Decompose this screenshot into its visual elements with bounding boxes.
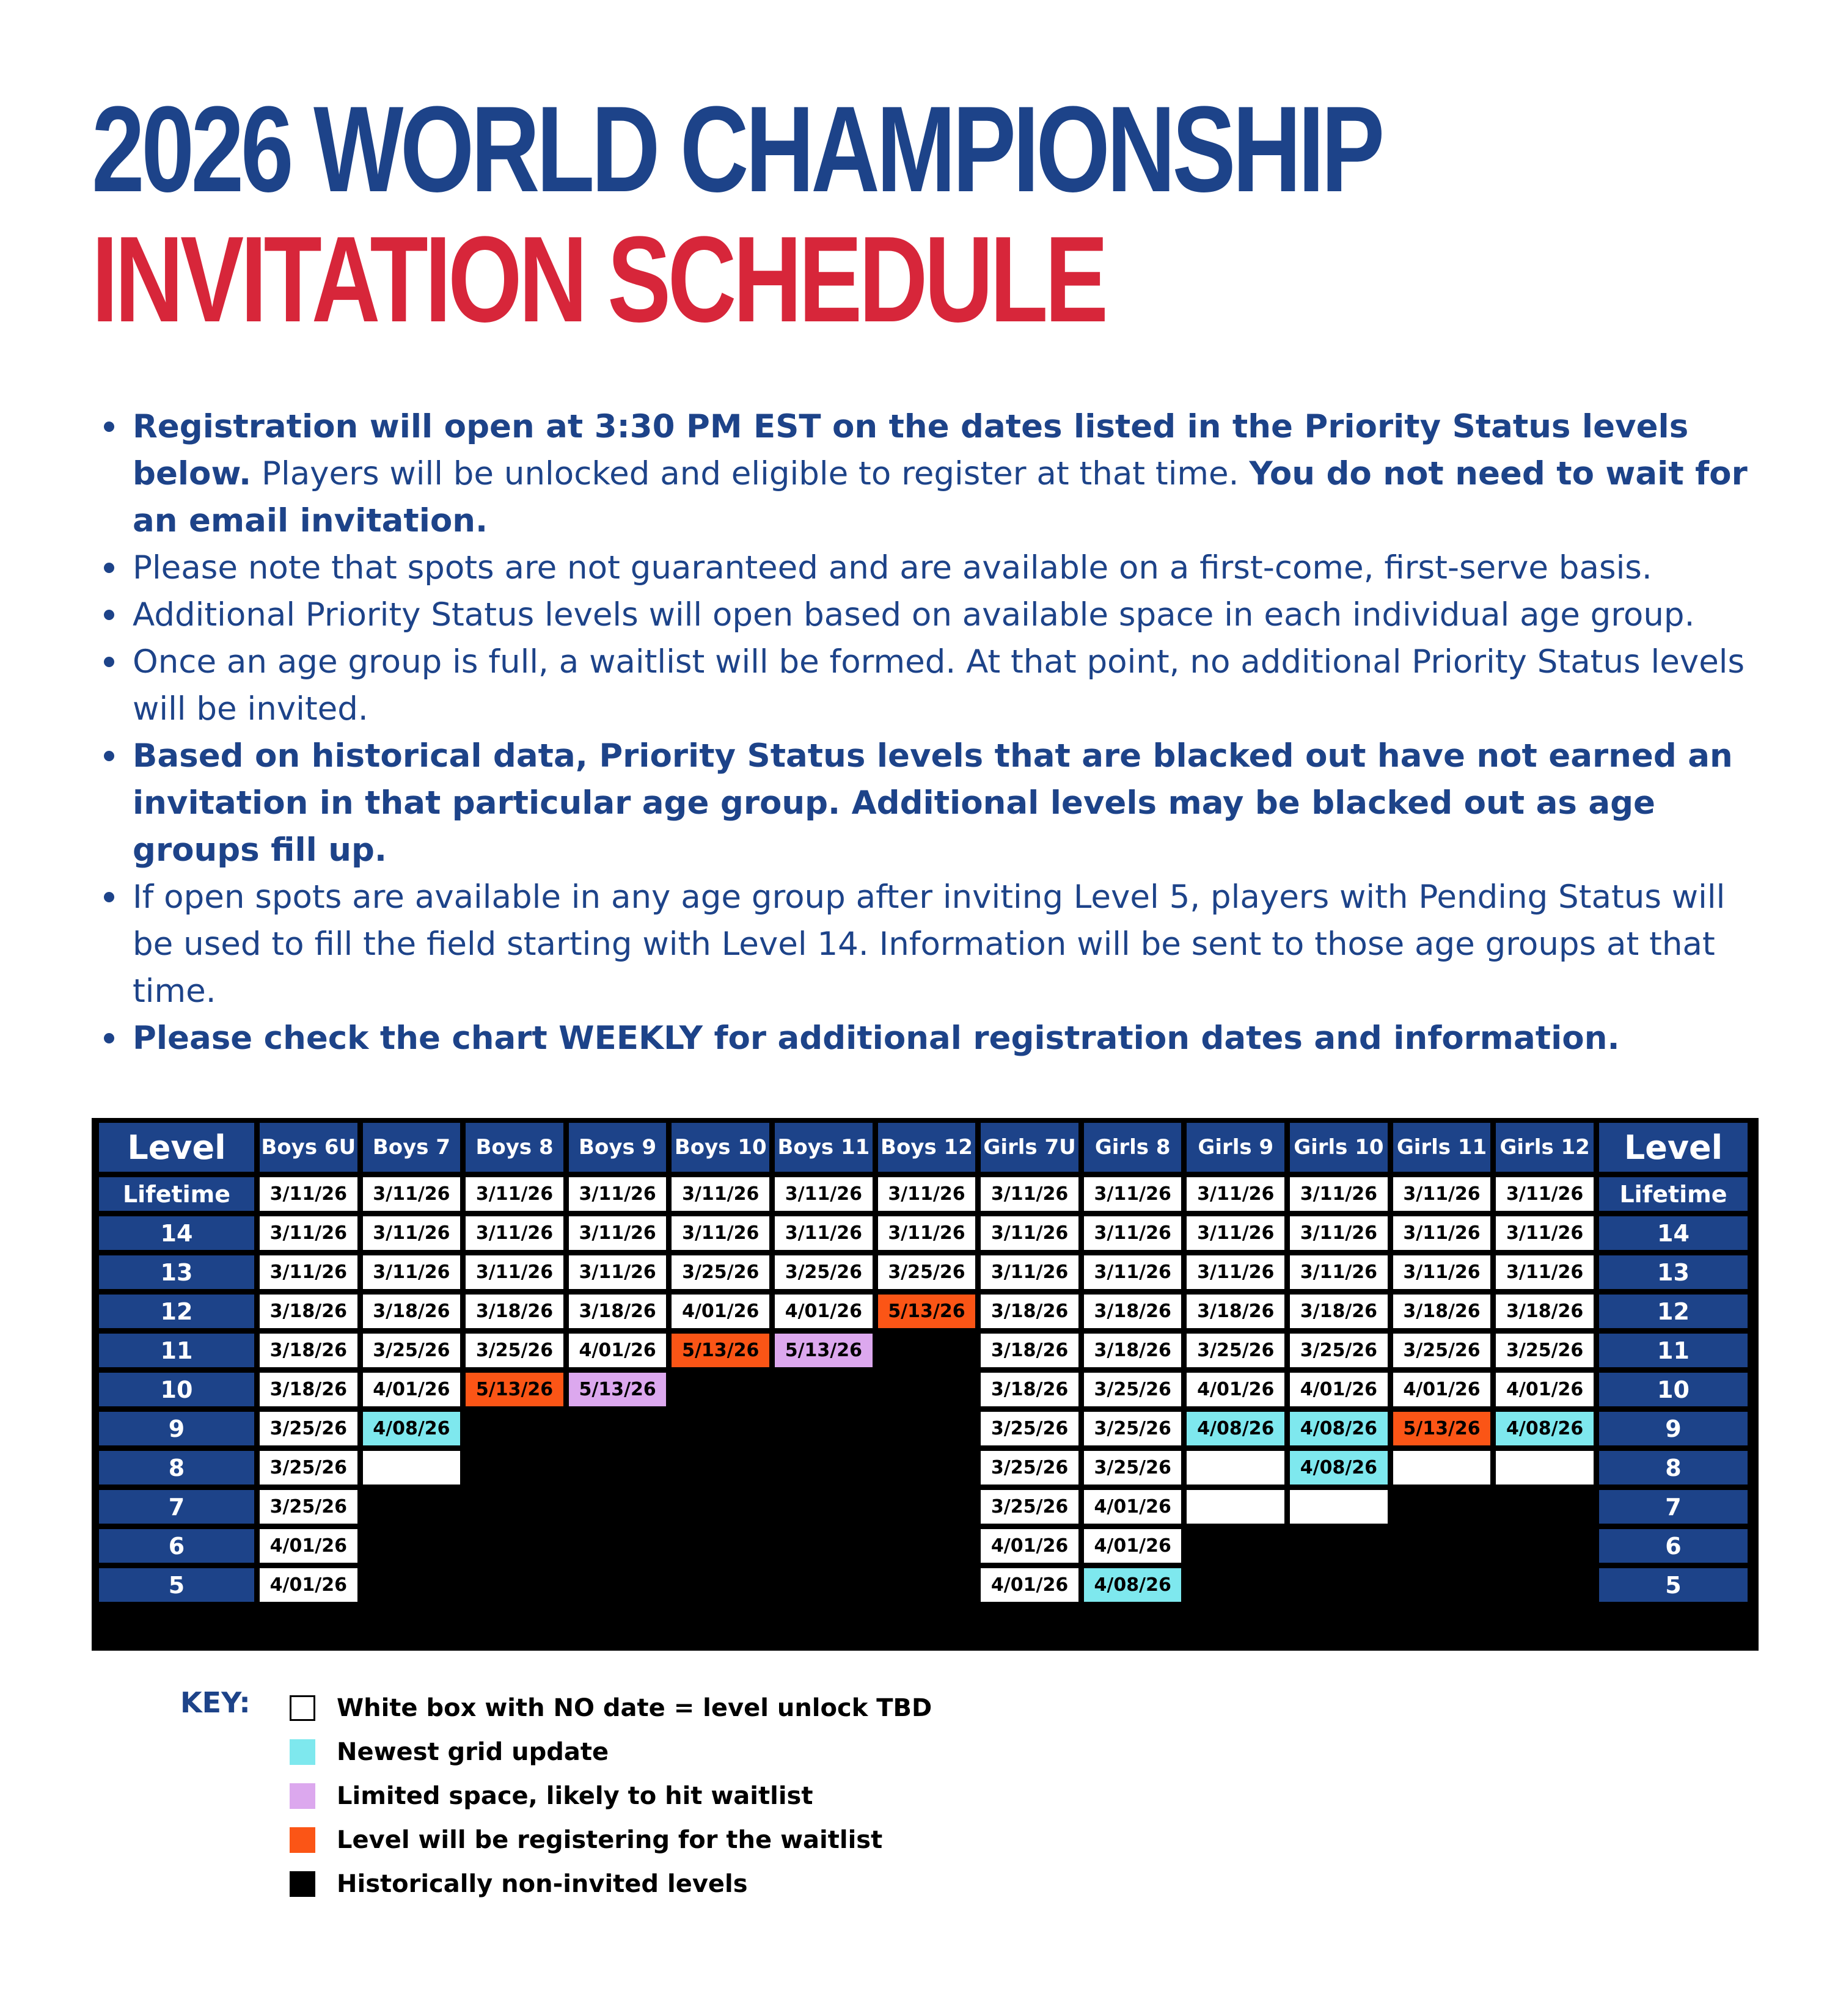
schedule-cell: 3/18/26 — [981, 1295, 1078, 1328]
schedule-cell: 4/01/26 — [569, 1334, 667, 1367]
schedule-grid — [92, 1118, 1759, 1651]
schedule-cell: 3/25/26 — [466, 1334, 563, 1367]
schedule-cell — [878, 1334, 976, 1367]
note-item — [101, 403, 1763, 544]
schedule-cell: 4/08/26 — [1290, 1412, 1388, 1445]
schedule-cell — [878, 1568, 976, 1602]
schedule-cell — [466, 1529, 563, 1563]
level-header: Level — [1599, 1123, 1748, 1172]
schedule-cell: 3/11/26 — [878, 1177, 976, 1211]
group-header: Boys 8 — [466, 1123, 563, 1172]
schedule-cell — [569, 1451, 667, 1485]
schedule-cell: 3/25/26 — [1084, 1412, 1182, 1445]
key-swatch — [290, 1827, 315, 1853]
key-item — [290, 1774, 932, 1818]
level-label: 12 — [1599, 1295, 1748, 1328]
schedule-cell — [1393, 1529, 1491, 1563]
level-label: 14 — [99, 1216, 254, 1250]
schedule-cell: 3/25/26 — [775, 1255, 873, 1289]
schedule-cell: 3/11/26 — [1496, 1216, 1594, 1250]
key-swatch — [290, 1695, 315, 1721]
schedule-cell — [466, 1568, 563, 1602]
note-item — [101, 874, 1763, 1015]
schedule-cell — [1496, 1490, 1594, 1524]
level-label: 6 — [99, 1529, 254, 1563]
schedule-cell: 3/18/26 — [363, 1295, 461, 1328]
level-label: 14 — [1599, 1216, 1748, 1250]
schedule-cell — [466, 1490, 563, 1524]
schedule-cell: 4/08/26 — [1496, 1412, 1594, 1445]
schedule-cell — [672, 1490, 769, 1524]
schedule-cell: 3/11/26 — [672, 1216, 769, 1250]
schedule-cell — [1496, 1451, 1594, 1485]
schedule-cell: 4/08/26 — [1187, 1412, 1284, 1445]
schedule-cell: 4/01/26 — [981, 1529, 1078, 1563]
schedule-cell — [1290, 1568, 1388, 1602]
schedule-cell: 3/18/26 — [1496, 1295, 1594, 1328]
table-row — [99, 1451, 1748, 1485]
schedule-cell: 3/11/26 — [363, 1177, 461, 1211]
schedule-cell — [878, 1451, 976, 1485]
schedule-cell — [1187, 1568, 1284, 1602]
group-header: Boys 6U — [260, 1123, 357, 1172]
level-label: 10 — [1599, 1373, 1748, 1406]
schedule-cell: 3/11/26 — [260, 1216, 357, 1250]
group-header: Boys 12 — [878, 1123, 976, 1172]
level-label: 11 — [1599, 1334, 1748, 1367]
schedule-cell: 3/11/26 — [878, 1216, 976, 1250]
schedule-cell: 3/18/26 — [1084, 1334, 1182, 1367]
schedule-cell: 3/11/26 — [466, 1255, 563, 1289]
level-label: 5 — [99, 1568, 254, 1602]
schedule-cell: 3/25/26 — [363, 1334, 461, 1367]
group-header: Girls 11 — [1393, 1123, 1491, 1172]
schedule-cell: 3/18/26 — [260, 1295, 357, 1328]
note-text: Please note that spots are not guaranteed and are available on a first-come, first-serve basis. — [133, 549, 1652, 586]
note-text: Once an age group is full, a waitlist will be formed. At that point, no additional Priority Status levels will be invited. — [133, 643, 1745, 728]
key-label: KEY: — [180, 1686, 251, 1719]
schedule-cell — [878, 1529, 976, 1563]
schedule-cell — [775, 1451, 873, 1485]
schedule-cell — [672, 1568, 769, 1602]
schedule-cell: 4/01/26 — [260, 1529, 357, 1563]
table-row — [99, 1568, 1748, 1602]
table-row — [99, 1412, 1748, 1445]
schedule-cell: 3/25/26 — [1496, 1334, 1594, 1367]
schedule-cell: 3/11/26 — [569, 1255, 667, 1289]
schedule-cell — [1187, 1490, 1284, 1524]
key-swatch — [290, 1871, 315, 1897]
schedule-cell — [1290, 1529, 1388, 1563]
schedule-cell: 3/25/26 — [1084, 1373, 1182, 1406]
schedule-cell — [1290, 1490, 1388, 1524]
schedule-cell — [775, 1412, 873, 1445]
level-label: 13 — [1599, 1255, 1748, 1289]
schedule-cell: 3/11/26 — [466, 1216, 563, 1250]
schedule-cell: 3/11/26 — [363, 1255, 461, 1289]
schedule-cell: 3/25/26 — [981, 1490, 1078, 1524]
group-header: Boys 9 — [569, 1123, 667, 1172]
schedule-cell: 3/25/26 — [1084, 1451, 1182, 1485]
schedule-cell: 4/01/26 — [1393, 1373, 1491, 1406]
schedule-cell — [466, 1451, 563, 1485]
schedule-cell: 3/11/26 — [981, 1255, 1078, 1289]
schedule-cell: 3/11/26 — [775, 1216, 873, 1250]
group-header: Girls 12 — [1496, 1123, 1594, 1172]
schedule-cell — [1187, 1451, 1284, 1485]
schedule-cell: 3/11/26 — [1393, 1255, 1491, 1289]
schedule-cell: 3/25/26 — [1393, 1334, 1491, 1367]
group-header: Boys 7 — [363, 1123, 461, 1172]
schedule-cell: 5/13/26 — [466, 1373, 563, 1406]
title-line-2: INVITATION SCHEDULE — [92, 211, 1105, 348]
schedule-cell — [672, 1412, 769, 1445]
schedule-cell: 4/01/26 — [1084, 1490, 1182, 1524]
note-text: Registration will open at 3:30 PM EST on the dates listed in the Priority Status levels below. — [133, 408, 1689, 492]
level-label: Lifetime — [1599, 1177, 1748, 1211]
schedule-cell: 5/13/26 — [878, 1295, 976, 1328]
schedule-cell — [1496, 1568, 1594, 1602]
note-text: You do not need to wait for an email invitation. — [133, 455, 1748, 539]
schedule-cell: 3/25/26 — [672, 1255, 769, 1289]
schedule-cell: 3/11/26 — [1496, 1177, 1594, 1211]
key-item — [290, 1862, 932, 1906]
schedule-cell: 3/25/26 — [260, 1451, 357, 1485]
schedule-cell: 3/18/26 — [981, 1334, 1078, 1367]
schedule-cell — [363, 1568, 461, 1602]
level-label: 13 — [99, 1255, 254, 1289]
schedule-cell: 3/18/26 — [981, 1373, 1078, 1406]
schedule-cell: 3/11/26 — [260, 1255, 357, 1289]
level-label: 10 — [99, 1373, 254, 1406]
schedule-cell — [1393, 1451, 1491, 1485]
schedule-cell: 3/18/26 — [1084, 1295, 1182, 1328]
schedule-cell: 3/11/26 — [1290, 1177, 1388, 1211]
schedule-cell: 3/11/26 — [466, 1177, 563, 1211]
schedule-cell — [878, 1373, 976, 1406]
note-text: Players will be unlocked and eligible to register at that time. — [251, 455, 1250, 492]
group-header: Girls 9 — [1187, 1123, 1284, 1172]
key-text: Newest grid update — [337, 1738, 609, 1766]
schedule-cell: 3/11/26 — [1084, 1177, 1182, 1211]
schedule-cell: 3/11/26 — [1084, 1255, 1182, 1289]
schedule-cell: 3/11/26 — [672, 1177, 769, 1211]
note-text: Please check the chart WEEKLY for additional registration dates and information. — [133, 1020, 1620, 1057]
note-item — [101, 638, 1763, 732]
schedule-cell: 5/13/26 — [672, 1334, 769, 1367]
schedule-cell: 4/08/26 — [363, 1412, 461, 1445]
schedule-cell: 3/25/26 — [260, 1412, 357, 1445]
schedule-cell: 4/08/26 — [1084, 1568, 1182, 1602]
schedule-cell — [569, 1412, 667, 1445]
table-row — [99, 1490, 1748, 1524]
schedule-cell: 5/13/26 — [569, 1373, 667, 1406]
key-text: White box with NO date = level unlock TBD — [337, 1694, 932, 1722]
schedule-cell: 4/01/26 — [775, 1295, 873, 1328]
schedule-cell: 3/18/26 — [260, 1373, 357, 1406]
schedule-cell — [775, 1529, 873, 1563]
note-item — [101, 544, 1763, 591]
schedule-cell: 5/13/26 — [775, 1334, 873, 1367]
table-row — [99, 1216, 1748, 1250]
table-row — [99, 1373, 1748, 1406]
schedule-cell — [1187, 1529, 1284, 1563]
schedule-cell: 3/11/26 — [981, 1216, 1078, 1250]
title-line-1: 2026 WORLD CHAMPIONSHIP — [92, 81, 1382, 217]
schedule-cell: 3/11/26 — [1187, 1177, 1284, 1211]
group-header: Girls 7U — [981, 1123, 1078, 1172]
schedule-cell — [1393, 1568, 1491, 1602]
schedule-cell — [1496, 1529, 1594, 1563]
schedule-cell — [466, 1412, 563, 1445]
schedule-cell — [569, 1490, 667, 1524]
schedule-cell: 3/11/26 — [1187, 1216, 1284, 1250]
schedule-cell — [569, 1529, 667, 1563]
schedule-cell: 3/11/26 — [1393, 1216, 1491, 1250]
level-label: 9 — [1599, 1412, 1748, 1445]
key-swatch — [290, 1739, 315, 1765]
schedule-cell: 3/25/26 — [981, 1412, 1078, 1445]
table-row — [99, 1295, 1748, 1328]
schedule-cell: 3/11/26 — [363, 1216, 461, 1250]
level-label: 8 — [1599, 1451, 1748, 1485]
level-label: 6 — [1599, 1529, 1748, 1563]
schedule-table — [93, 1117, 1753, 1607]
schedule-cell: 3/11/26 — [569, 1177, 667, 1211]
schedule-cell — [775, 1373, 873, 1406]
schedule-cell: 3/18/26 — [569, 1295, 667, 1328]
schedule-cell: 3/11/26 — [1290, 1255, 1388, 1289]
schedule-cell: 4/01/26 — [981, 1568, 1078, 1602]
schedule-cell: 3/11/26 — [981, 1177, 1078, 1211]
schedule-cell: 3/18/26 — [1187, 1295, 1284, 1328]
schedule-cell — [672, 1373, 769, 1406]
level-label: 8 — [99, 1451, 254, 1485]
schedule-cell: 4/01/26 — [672, 1295, 769, 1328]
group-header: Boys 10 — [672, 1123, 769, 1172]
schedule-cell: 4/01/26 — [1290, 1373, 1388, 1406]
group-header: Boys 11 — [775, 1123, 873, 1172]
notes-list — [101, 403, 1763, 1062]
note-text: Additional Priority Status levels will open based on available space in each individual age group. — [133, 596, 1695, 634]
schedule-cell — [569, 1568, 667, 1602]
schedule-cell: 3/25/26 — [878, 1255, 976, 1289]
schedule-cell — [363, 1529, 461, 1563]
schedule-cell: 5/13/26 — [1393, 1412, 1491, 1445]
schedule-cell: 4/01/26 — [1187, 1373, 1284, 1406]
key-text: Level will be registering for the waitlist — [337, 1826, 883, 1854]
schedule-cell — [363, 1451, 461, 1485]
level-label: 9 — [99, 1412, 254, 1445]
schedule-cell — [775, 1490, 873, 1524]
schedule-cell: 3/11/26 — [569, 1216, 667, 1250]
schedule-cell: 4/01/26 — [363, 1373, 461, 1406]
schedule-cell — [878, 1490, 976, 1524]
key-text: Historically non-invited levels — [337, 1870, 748, 1898]
level-header: Level — [99, 1123, 254, 1172]
schedule-cell: 3/11/26 — [1290, 1216, 1388, 1250]
schedule-cell: 3/25/26 — [1187, 1334, 1284, 1367]
key-item — [290, 1818, 932, 1862]
schedule-cell: 3/18/26 — [260, 1334, 357, 1367]
note-item — [101, 1015, 1763, 1062]
schedule-cell: 3/11/26 — [260, 1177, 357, 1211]
schedule-cell: 3/11/26 — [1187, 1255, 1284, 1289]
schedule-cell: 3/25/26 — [1290, 1334, 1388, 1367]
header-row — [99, 1123, 1748, 1172]
key-list — [290, 1686, 932, 1906]
note-text: If open spots are available in any age group after inviting Level 5, players with Pending Status will be used to fill the field starting with Level 14. Information will be sent to those age groups at that time. — [133, 878, 1726, 1010]
key-item — [290, 1686, 932, 1730]
schedule-cell — [672, 1529, 769, 1563]
schedule-cell — [672, 1451, 769, 1485]
level-label: 7 — [1599, 1490, 1748, 1524]
level-label: 11 — [99, 1334, 254, 1367]
group-header: Girls 8 — [1084, 1123, 1182, 1172]
schedule-cell — [1393, 1490, 1491, 1524]
schedule-cell: 3/11/26 — [1084, 1216, 1182, 1250]
schedule-cell: 4/08/26 — [1290, 1451, 1388, 1485]
table-row — [99, 1529, 1748, 1563]
schedule-cell: 3/25/26 — [260, 1490, 357, 1524]
key-text: Limited space, likely to hit waitlist — [337, 1782, 813, 1810]
group-header: Girls 10 — [1290, 1123, 1388, 1172]
level-label: Lifetime — [99, 1177, 254, 1211]
schedule-cell — [363, 1490, 461, 1524]
schedule-cell: 3/11/26 — [1393, 1177, 1491, 1211]
schedule-cell: 4/01/26 — [260, 1568, 357, 1602]
level-label: 7 — [99, 1490, 254, 1524]
table-row — [99, 1177, 1748, 1211]
note-text: Based on historical data, Priority Status levels that are blacked out have not earned an invitation in that particular age group. Additional levels may be blacked out as age groups fill up. — [133, 737, 1733, 869]
level-label: 5 — [1599, 1568, 1748, 1602]
schedule-cell: 3/11/26 — [775, 1177, 873, 1211]
schedule-cell: 3/25/26 — [981, 1451, 1078, 1485]
key-item — [290, 1730, 932, 1774]
note-item — [101, 732, 1763, 874]
level-label: 12 — [99, 1295, 254, 1328]
schedule-cell: 3/18/26 — [466, 1295, 563, 1328]
schedule-cell: 4/01/26 — [1496, 1373, 1594, 1406]
schedule-cell: 4/01/26 — [1084, 1529, 1182, 1563]
schedule-body — [99, 1177, 1748, 1602]
key-swatch — [290, 1783, 315, 1809]
table-row — [99, 1255, 1748, 1289]
note-item — [101, 591, 1763, 638]
schedule-cell: 3/18/26 — [1290, 1295, 1388, 1328]
schedule-cell: 3/11/26 — [1496, 1255, 1594, 1289]
schedule-cell — [775, 1568, 873, 1602]
schedule-cell: 3/18/26 — [1393, 1295, 1491, 1328]
table-row — [99, 1334, 1748, 1367]
schedule-cell — [878, 1412, 976, 1445]
